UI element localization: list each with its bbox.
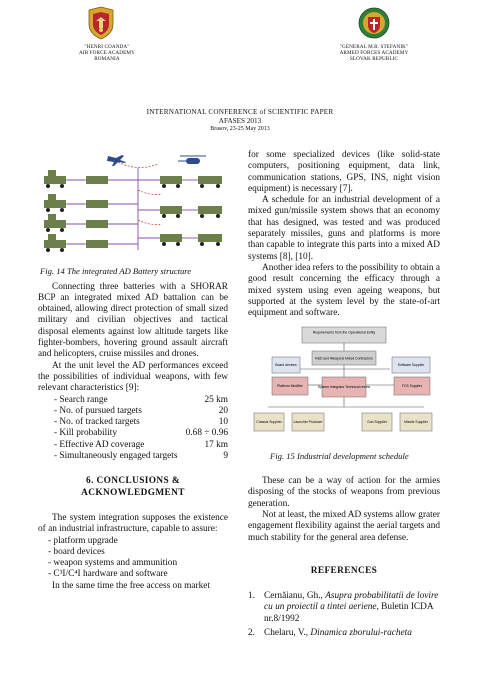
paragraph: In the same time the free access on market — [52, 580, 210, 591]
list-item — [38, 417, 228, 428]
paragraph: Not at least, the mixed AD systems allow grater engagement flexibility against the aerial targets and much stability for the general area defense. — [248, 509, 440, 543]
fig15-label: Gun Supplier — [367, 420, 387, 425]
list-item: - platform upgrade — [48, 535, 118, 546]
spec-value: 10 — [218, 417, 228, 428]
fig15-box — [400, 413, 432, 431]
spec-label: - Effective AD coverage — [54, 439, 145, 450]
fig15-box — [254, 413, 284, 431]
fig15-box — [272, 357, 300, 373]
list-item — [38, 428, 228, 439]
aircraft-icon — [107, 155, 126, 166]
left-institution-line: "HENRI COANDA" — [84, 44, 130, 50]
figure-15-caption: Fig. 15 Industrial development schedule — [270, 450, 409, 461]
paragraph: Another idea refers to the possibility to obtain a good result concerning the efficacy through a mixed system using even ageing weapons, but supported at the system level by the state-of-art equipment and software. — [248, 262, 440, 319]
list-item — [38, 406, 228, 417]
spec-label: - No. of tracked targets — [54, 417, 140, 428]
fig15-label: FCS Supplier — [401, 384, 423, 389]
fig15-box — [362, 413, 392, 431]
fig15-label: Platform Modifier — [277, 384, 303, 389]
infrastructure-list — [38, 536, 228, 581]
fig15-label: Chassis Supplier — [256, 420, 282, 425]
fig15-label: Requirements from the Operational Entity — [312, 330, 376, 335]
data-link-arrows — [118, 162, 162, 225]
helicopter-icon — [178, 156, 206, 164]
right-institution-line: "GENERAL M.R. STEFANIK" — [339, 44, 409, 50]
spec-value: 20 — [218, 405, 228, 416]
figure-14-caption: Fig. 14 The integrated AD Battery structure — [40, 266, 192, 277]
fig15-box — [302, 327, 386, 343]
reference-text — [264, 591, 440, 625]
left-institution-line: ROMANIA — [94, 56, 120, 63]
paragraph: These can be a way of action for the armies disposing of the stocks of weapons from previous generation. — [248, 476, 440, 509]
wheel-icon — [46, 184, 220, 252]
spec-value: 25 km — [204, 394, 228, 405]
left-institution-line: AIR FORCE ACADEMY — [79, 50, 135, 57]
paragraph: The system integration supposes the existence of an industrial infrastructure, capable to assure: — [38, 512, 228, 535]
air-force-academy-crest — [85, 6, 117, 40]
list-item — [248, 628, 440, 639]
right-institution — [314, 44, 434, 63]
reference-author: Cernăianu, Gh., — [264, 591, 326, 602]
spec-label: - Search range — [54, 394, 108, 405]
paragraph: Connecting three batteries with a SHORAR BCP an integrated mixed AD battalion can be obtained, allowing direct protection of small sized military and civilian objectives and tactical disposal elements against low altitude targets like fighter-bombers, hovering ground assault aircraft and helicopters, cruise missiles and drones. — [38, 281, 228, 360]
right-column — [248, 150, 440, 642]
fig15-label: R&D and Weapons Mixed Contractors — [315, 356, 373, 361]
references-heading: REFERENCES — [310, 565, 378, 576]
fig15-label: Software Supplier — [397, 363, 425, 368]
reference-source: , Buletin ICDA nr.8/1992 — [264, 602, 434, 624]
paragraph: A schedule for an industrial development of a mixed gun/missile system shows that an economy that has designed, was tested and was produced separately missiles, guns and platforms is more than capable to integrate this parts into a mixed AD systems [8], [10]. — [248, 195, 440, 262]
figure-14-battery-structure — [38, 150, 228, 258]
spec-label: - Simultaneously engaged targets — [54, 451, 178, 462]
figure-15-development-schedule — [248, 325, 440, 443]
fig15-label: System Integrator Technical review — [317, 385, 371, 390]
reference-title: Asupra probabilitatii de lovire cu un proiectil a tintei aeriene — [264, 591, 439, 613]
fig15-label: Board devices — [275, 363, 297, 368]
spec-value: 0.68 ÷ 0.96 — [185, 428, 228, 439]
reference-author: Chelaru, V., — [264, 628, 311, 639]
fig15-label: Launcher Producer — [293, 420, 323, 425]
spec-value: 9 — [223, 451, 228, 462]
list-item: - weapon systems and ammunition — [48, 558, 178, 569]
left-column — [38, 150, 228, 592]
paragraph: for some specialized devices (like solid-state computers, positioning equipment, data link, communication stations, GPS, INS, night vision equipment) is necessary [7]. — [248, 150, 440, 194]
list-item: - C³I/C⁴I hardware and software — [48, 569, 168, 580]
fig15-box — [272, 377, 308, 395]
reference-title: Dinamica zborului-racheta — [310, 628, 412, 639]
fig15-box — [392, 357, 430, 373]
fig15-label: Missile Supplier — [404, 420, 428, 425]
list-item — [248, 591, 440, 625]
fig15-box — [292, 413, 324, 431]
list-item — [38, 440, 228, 451]
reference-text — [264, 628, 440, 639]
references-list — [248, 591, 440, 639]
spec-label: - Kill probability — [54, 428, 118, 439]
right-institution-line: SLOVAK REPUBLIC — [349, 56, 399, 63]
vehicle-icon — [44, 170, 222, 248]
left-institution — [52, 44, 162, 63]
conference-acronym: AFASES 2013 — [218, 117, 262, 125]
armed-forces-academy-crest — [358, 6, 390, 40]
spec-label: - No. of pursued targets — [54, 405, 142, 416]
conference-location-date: Brasov, 23-25 May 2013 — [210, 126, 270, 132]
section-heading-conclusions — [38, 476, 228, 499]
section-heading-line: ACKNOWLEDGMENT — [81, 487, 185, 498]
fig15-box — [394, 377, 430, 395]
reference-number: 2. — [248, 628, 255, 639]
paragraph: At the unit level the AD performances exceed the possibilities of individual weapons, with few relevant characteristics [9]: — [38, 360, 228, 394]
spec-value: 17 km — [204, 439, 228, 450]
fig15-box — [318, 377, 371, 397]
right-institution-line: ARMED FORCES ACADEMY — [339, 50, 409, 57]
reference-number: 1. — [248, 591, 255, 602]
list-item — [38, 395, 228, 406]
section-heading-line: 6. CONCLUSIONS & — [86, 476, 180, 487]
list-item: - board devices — [48, 546, 105, 557]
conference-title: INTERNATIONAL CONFERENCE of SCIENTIFIC PAPER — [146, 108, 334, 116]
fig15-box — [312, 351, 376, 365]
list-item — [38, 451, 228, 462]
characteristics-list — [38, 395, 228, 463]
